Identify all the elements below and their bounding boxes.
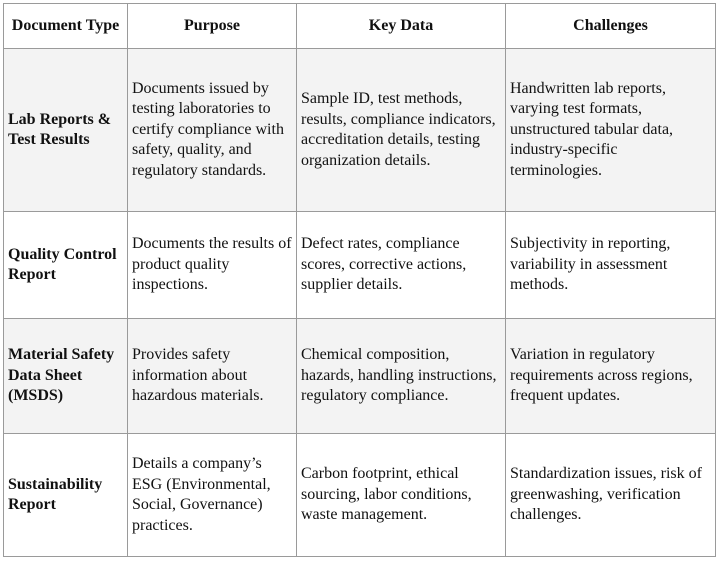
document-type-cell: Material Safety Data Sheet (MSDS) — [4, 319, 128, 434]
document-type-cell: Sustainability Report — [4, 434, 128, 557]
document-type-cell: Quality Control Report — [4, 212, 128, 319]
challenges-cell: Variation in regulatory requirements across regions, frequent updates. — [506, 319, 716, 434]
table-row — [4, 212, 716, 319]
header-purpose: Purpose — [128, 4, 297, 49]
key-data-cell: Carbon footprint, ethical sourcing, labor conditions, waste management. — [297, 434, 506, 557]
purpose-cell: Provides safety information about hazardous materials. — [128, 319, 297, 434]
challenges-cell: Subjectivity in reporting, variability in assessment methods. — [506, 212, 716, 319]
header-document-type: Document Type — [4, 4, 128, 49]
table-row — [4, 319, 716, 434]
purpose-cell: Documents the results of product quality inspections. — [128, 212, 297, 319]
challenges-cell: Standardization issues, risk of greenwashing, verification challenges. — [506, 434, 716, 557]
challenges-cell: Handwritten lab reports, varying test formats, unstructured tabular data, industry-specific terminologies. — [506, 49, 716, 212]
purpose-cell: Documents issued by testing laboratories to certify compliance with safety, quality, and regulatory standards. — [128, 49, 297, 212]
table-header-row — [4, 4, 716, 49]
header-key-data: Key Data — [297, 4, 506, 49]
table-row — [4, 49, 716, 212]
table-row — [4, 434, 716, 557]
purpose-cell: Details a company’s ESG (Environmental, Social, Governance) practices. — [128, 434, 297, 557]
key-data-cell: Chemical composition, hazards, handling instructions, regulatory compliance. — [297, 319, 506, 434]
key-data-cell: Sample ID, test methods, results, compliance indicators, accreditation details, testing organization details. — [297, 49, 506, 212]
document-type-cell: Lab Reports & Test Results — [4, 49, 128, 212]
key-data-cell: Defect rates, compliance scores, corrective actions, supplier details. — [297, 212, 506, 319]
header-challenges: Challenges — [506, 4, 716, 49]
document-types-table — [3, 3, 716, 557]
